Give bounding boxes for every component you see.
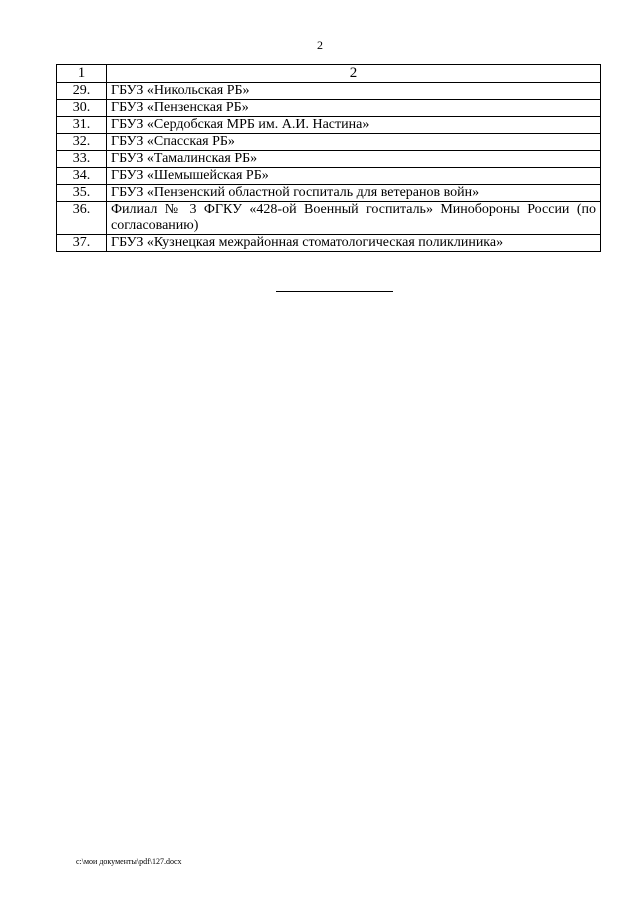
row-number: 32.: [57, 134, 107, 151]
table-row: [57, 117, 601, 134]
row-number: 34.: [57, 168, 107, 185]
table-row: [57, 134, 601, 151]
table-row: [57, 168, 601, 185]
row-number: 37.: [57, 235, 107, 252]
end-of-list-rule: [276, 291, 393, 292]
table-row: [57, 185, 601, 202]
row-number: 30.: [57, 100, 107, 117]
row-name: ГБУЗ «Пензенский областной госпиталь для ветеранов войн»: [107, 185, 601, 202]
header-col-number: 1: [57, 65, 107, 83]
row-number: 29.: [57, 83, 107, 100]
row-name: ГБУЗ «Сердобская МРБ им. А.И. Настина»: [107, 117, 601, 134]
row-name: ГБУЗ «Кузнецкая межрайонная стоматологическая поликлиника»: [107, 235, 601, 252]
table-row: [57, 100, 601, 117]
row-name: ГБУЗ «Никольская РБ»: [107, 83, 601, 100]
row-number: 33.: [57, 151, 107, 168]
row-name: ГБУЗ «Спасская РБ»: [107, 134, 601, 151]
organizations-table: [56, 64, 601, 252]
row-number: 36.: [57, 202, 107, 235]
table-header-row: [57, 65, 601, 83]
table-row: [57, 151, 601, 168]
header-col-name: 2: [107, 65, 601, 83]
row-name: ГБУЗ «Пензенская РБ»: [107, 100, 601, 117]
table-row: [57, 83, 601, 100]
row-number: 31.: [57, 117, 107, 134]
footer-file-path: c:\мои документы\pdf\127.docx: [76, 857, 182, 866]
row-name: ГБУЗ «Шемышейская РБ»: [107, 168, 601, 185]
row-number: 35.: [57, 185, 107, 202]
table-row: [57, 202, 601, 235]
table-row: [57, 235, 601, 252]
row-name: ГБУЗ «Тамалинская РБ»: [107, 151, 601, 168]
page-number: 2: [317, 38, 323, 52]
row-name: Филиал № 3 ФГКУ «428-ой Военный госпиталь» Минобороны России (по согласованию): [107, 202, 601, 235]
